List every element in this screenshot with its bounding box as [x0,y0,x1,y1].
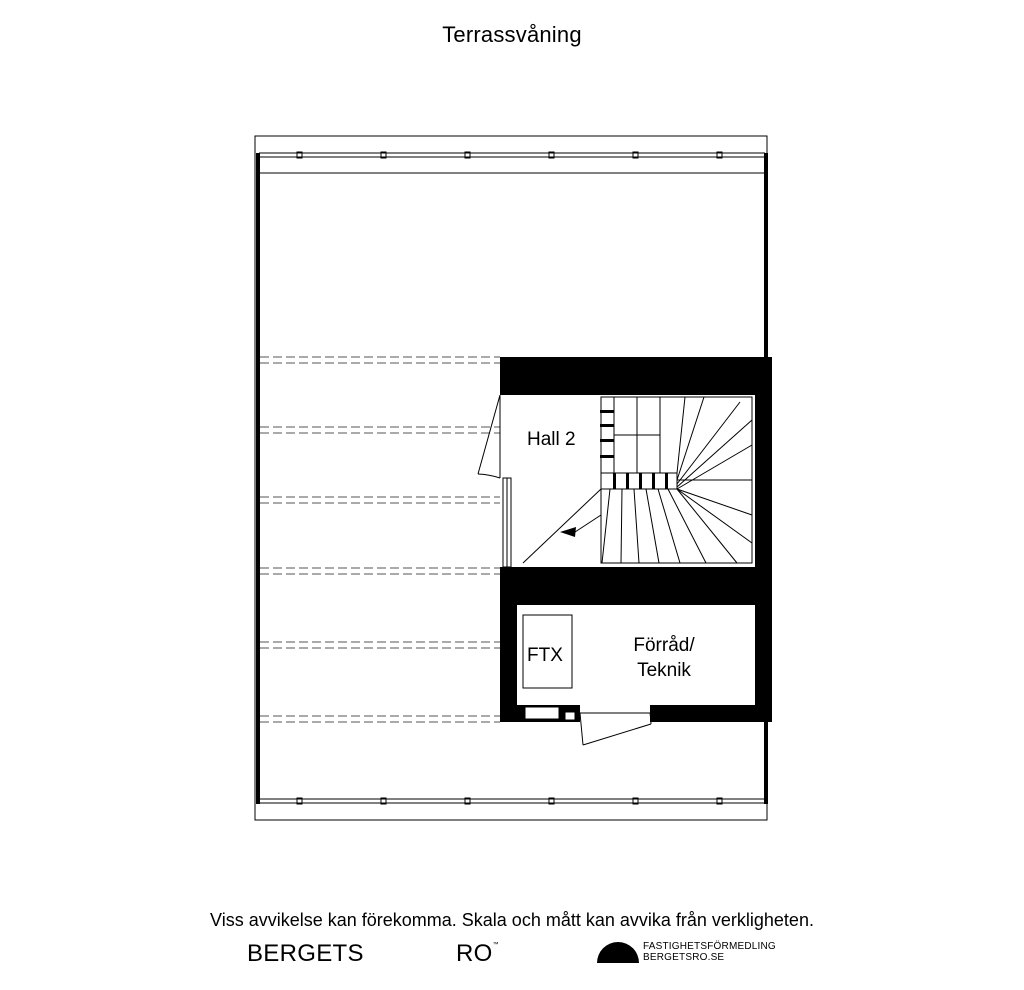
stair-balusters [600,410,668,489]
storage-label-line2: Teknik [637,660,691,681]
agency-line2: BERGETSRO.SE [643,952,725,963]
brand-name-right [456,940,499,968]
ftx-label: FTX [527,645,563,666]
staircase [523,397,752,563]
core-walls [500,357,772,722]
plan-title: Terrassvåning [442,22,582,47]
agency-line1: FASTIGHETSFÖRMEDLING [643,941,776,952]
hall-window [503,478,511,567]
storage-label-line1: Förråd/ [633,635,695,656]
hall-label: Hall 2 [527,429,576,450]
railing-bottom [259,798,765,804]
agency-text [643,941,776,963]
terrace-beams [260,357,500,722]
disclaimer: Viss avvikelse kan förekomma. Skala och mått kan avvika från verkligheten. [210,910,814,930]
half-dome-logo-icon [597,942,639,963]
storage-door [580,713,651,745]
hall-door [478,395,500,478]
railing-top [259,152,767,173]
brand-trademark: ™ [492,942,499,948]
stair-arrow-icon [560,527,576,537]
brand-name-left: BERGETS [247,940,364,967]
brand-right-text: RO [456,940,493,967]
